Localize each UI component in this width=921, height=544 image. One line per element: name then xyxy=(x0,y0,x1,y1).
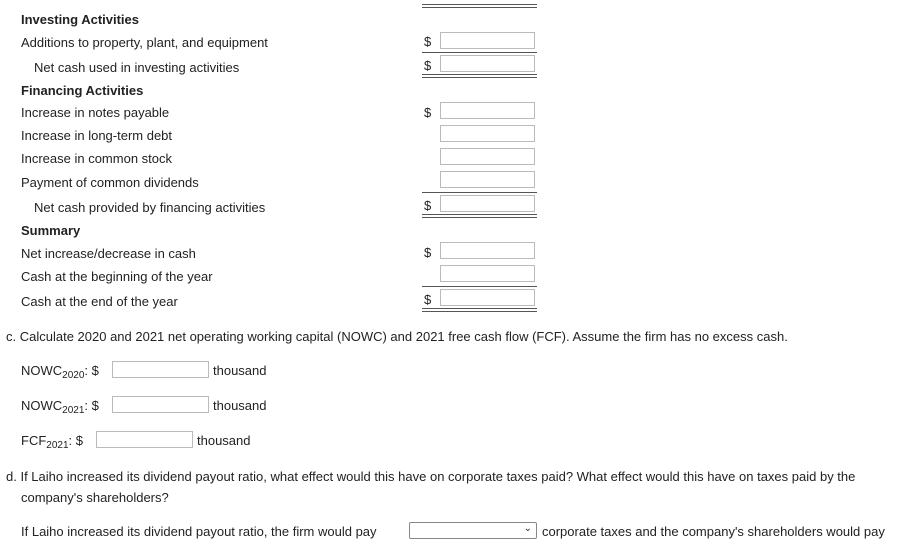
net-financing-input[interactable] xyxy=(440,195,535,212)
unit-label: thousand xyxy=(197,433,251,448)
net-change-label: Net increase/decrease in cash xyxy=(21,246,196,261)
additions-ppe-label: Additions to property, plant, and equipment xyxy=(21,35,268,50)
long-term-debt-input[interactable] xyxy=(440,125,535,142)
additions-ppe-input[interactable] xyxy=(440,32,535,49)
net-investing-input[interactable] xyxy=(440,55,535,72)
dollar-sign: $ xyxy=(424,292,432,307)
part-d-question-line1: d. If Laiho increased its dividend payout ratio, what effect would this have on corporate taxes paid? What effect would this have on taxes paid by the xyxy=(6,469,856,484)
dividends-label: Payment of common dividends xyxy=(21,175,199,190)
nowc-2020-label xyxy=(21,363,99,381)
unit-label: thousand xyxy=(213,398,267,413)
nowc-abbrev: NOWC xyxy=(21,398,63,413)
colon-dollar: : $ xyxy=(84,363,99,378)
corporate-taxes-dropdown[interactable] xyxy=(409,522,537,539)
dollar-sign: $ xyxy=(424,105,432,120)
total-double-rule xyxy=(422,308,537,312)
subtotal-rule xyxy=(422,286,537,287)
cash-end-label: Cash at the end of the year xyxy=(21,294,178,309)
unit-label: thousand xyxy=(213,363,267,378)
dollar-sign: $ xyxy=(424,58,432,73)
long-term-debt-label: Increase in long-term debt xyxy=(21,128,173,143)
answer-suffix: corporate taxes and the company's shareholders would pay xyxy=(542,524,885,539)
notes-payable-label: Increase in notes payable xyxy=(21,105,170,120)
colon-dollar: : $ xyxy=(84,398,99,413)
net-change-input[interactable] xyxy=(440,242,535,259)
dollar-sign: $ xyxy=(424,245,432,260)
common-stock-label: Increase in common stock xyxy=(21,151,173,166)
chevron-down-icon: ⌄ xyxy=(523,523,532,534)
fcf-2021-input[interactable] xyxy=(96,431,193,448)
financing-header: Financing Activities xyxy=(21,83,144,98)
total-double-rule xyxy=(422,214,537,218)
summary-header: Summary xyxy=(21,223,81,238)
nowc-2020-input[interactable] xyxy=(112,361,209,378)
total-double-rule xyxy=(422,74,537,78)
net-financing-label: Net cash provided by financing activities xyxy=(34,200,266,215)
cash-begin-input[interactable] xyxy=(440,265,535,282)
subtotal-rule xyxy=(422,52,537,53)
colon-dollar: : $ xyxy=(68,433,83,448)
common-stock-input[interactable] xyxy=(440,148,535,165)
net-investing-label: Net cash used in investing activities xyxy=(34,60,240,75)
year-subscript: 2020 xyxy=(62,370,85,381)
nowc-2021-input[interactable] xyxy=(112,396,209,413)
answer-prefix: If Laiho increased its dividend payout ratio, the firm would pay xyxy=(21,524,377,539)
subtotal-rule xyxy=(422,192,537,193)
investing-header: Investing Activities xyxy=(21,12,139,27)
nowc-abbrev: NOWC xyxy=(21,363,63,378)
fcf-2021-label xyxy=(21,433,83,451)
part-d-question-line2: company's shareholders? xyxy=(21,490,169,505)
cash-end-input[interactable] xyxy=(440,289,535,306)
notes-payable-input[interactable] xyxy=(440,102,535,119)
nowc-2021-label xyxy=(21,398,99,416)
fcf-abbrev: FCF xyxy=(21,433,47,448)
dollar-sign: $ xyxy=(424,34,432,49)
top-double-rule xyxy=(422,4,537,8)
dividends-input[interactable] xyxy=(440,171,535,188)
year-subscript: 2021 xyxy=(62,405,85,416)
dollar-sign: $ xyxy=(424,198,432,213)
cash-begin-label: Cash at the beginning of the year xyxy=(21,269,213,284)
part-c-question: c. Calculate 2020 and 2021 net operating working capital (NOWC) and 2021 free cash flow (FCF). Assume the firm has no excess cash. xyxy=(6,329,788,344)
year-subscript: 2021 xyxy=(46,440,69,451)
